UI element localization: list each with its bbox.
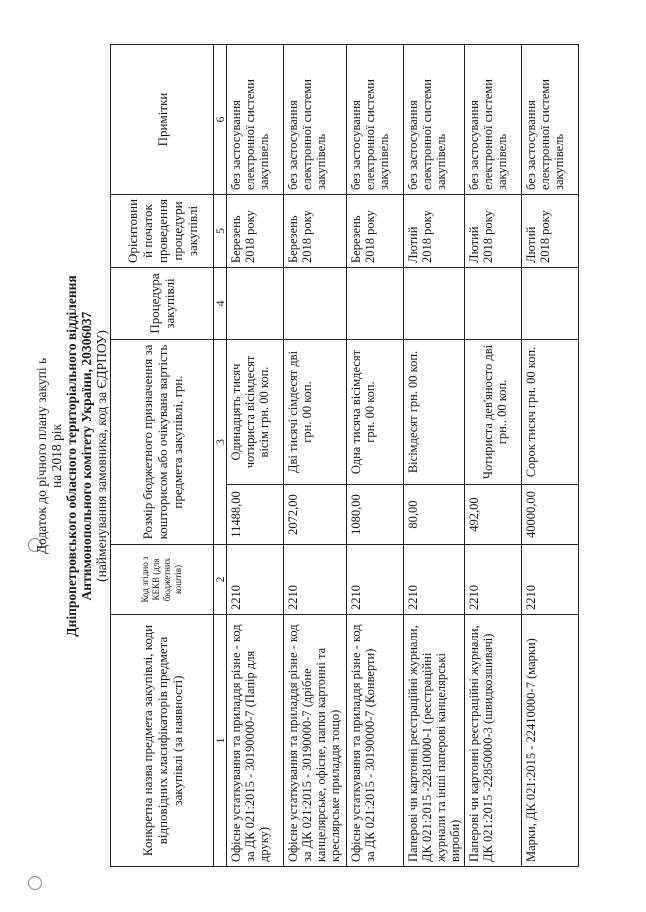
item-start-date: Лютий 2018 року [404,195,465,268]
header-notes: Примітки [111,45,214,195]
item-note: без застосування електронної системи закупівель [227,45,284,195]
header-row [111,45,214,867]
header-date: Орієнтовни й початок проведення процедури закупівлі [111,195,214,268]
header-procedure: Процедура закупівлі [111,268,214,340]
kekv-code: 2210 [347,545,404,615]
item-procedure [347,268,404,340]
item-sum-words: Одинадцять тисяч чотириста вісімдесят вісім грн. 00 коп. [227,340,284,485]
item-note: без застосування електронної системи закупівель [465,45,522,195]
item-sum: 11488,00 [227,485,284,545]
table-row [227,45,284,867]
item-sum-words: Дві тисячі сімдесят дві грн. 00 коп. [284,340,347,485]
item-start-date: Березень 2018 року [227,195,284,268]
item-start-date: Березень 2018 року [347,195,404,268]
procurement-table [110,44,579,867]
kekv-code: 2210 [227,545,284,615]
item-name: Офісне устаткування та приладдя різне - код за ДК 021:2015 - 30190000-7 (Папір для друку) [227,615,284,867]
table-row [522,45,579,867]
item-procedure [465,268,522,340]
kekv-code: 2210 [404,545,465,615]
document-heading [34,0,109,912]
item-name: Офісне устаткування та приладдя різне - код за ДК 021:2015 - 30190000-7 (дрібне канцелярське, офісне, папки картонні та креслярське приладдя тощо) [284,615,347,867]
item-sum: 2072,00 [284,485,347,545]
column-number: 3 [214,340,227,545]
column-numbers-row [214,45,227,867]
column-number: 6 [214,45,227,195]
table-row [404,45,465,867]
table-row [347,45,404,867]
column-number: 4 [214,268,227,340]
item-note: без застосування електронної системи закупівель [522,45,579,195]
item-procedure [284,268,347,340]
heading-line-5: (найменування замовника, код за ЄДРПОУ) [94,330,109,582]
item-sum-words: Чотириста дев'яносто дві грн.. 00 коп. [465,340,522,485]
item-procedure [522,268,579,340]
item-note: без застосування електронної системи закупівель [284,45,347,195]
table-row [465,45,522,867]
kekv-code: 2210 [284,545,347,615]
item-sum-words: Одна тисяча вісімдесят грн. 00 коп. [347,340,404,485]
item-sum: 40000,00 [522,485,579,545]
item-procedure [227,268,284,340]
item-procedure [404,268,465,340]
heading-line-4: Антимонопольного комітету України, 20306037 [79,311,94,601]
heading-line-2: на 2018 рік [49,423,64,489]
header-code: Код згідно з КЕКВ (для бюджетних коштів) [111,545,214,615]
header-name: Конкретна назва предмета закупівлі, коди відповідних класифікаторів предмета закупівлі (за наявності) [111,615,214,867]
header-sum: Розмір бюджетного призначення за кошторисом або очікувана вартість предмета закупівлі, грн. [111,340,214,545]
heading-line-3: Дніпропетровського обласного територіального відділення [64,275,79,637]
heading-line-1: Додаток до річного плану закупі ь [34,357,49,555]
item-start-date: Березень 2018 року [284,195,347,268]
item-start-date: Лютий 2018 року [465,195,522,268]
item-note: без застосування електронної системи закупівель [404,45,465,195]
item-name: Паперові чи картонні реєстраційні журнали, ДК 021:2015 -22850000-3 (швидкозшивачі) [465,615,522,867]
item-sum: 492,00 [465,485,522,545]
item-name: Офісне устаткування та приладдя різне - код за ДК 021:2015 - 30190000-7 (Конверти) [347,615,404,867]
kekv-code: 2210 [465,545,522,615]
table-row [284,45,347,867]
item-sum-words: Вісімдесят грн. 00 коп. [404,340,465,485]
column-number: 1 [214,615,227,867]
item-sum: 80,00 [404,485,465,545]
item-start-date: Лютий 2018 року [522,195,579,268]
item-sum: 1080,00 [347,485,404,545]
item-name: Марки, ДК 021:2015 - 22410000-7 (марки) [522,615,579,867]
item-name: Паперові чи картонні реєстраційні журнали, ДК 021:2015 -22810000-1 (реєстраційні журнали та інші паперові канцелярські вироби) [404,615,465,867]
item-sum-words: Сорок тисяч грн. 00 коп. [522,340,579,485]
column-number: 2 [214,545,227,615]
column-number: 5 [214,195,227,268]
kekv-code: 2210 [522,545,579,615]
item-note: без застосування електронної системи закупівель [347,45,404,195]
